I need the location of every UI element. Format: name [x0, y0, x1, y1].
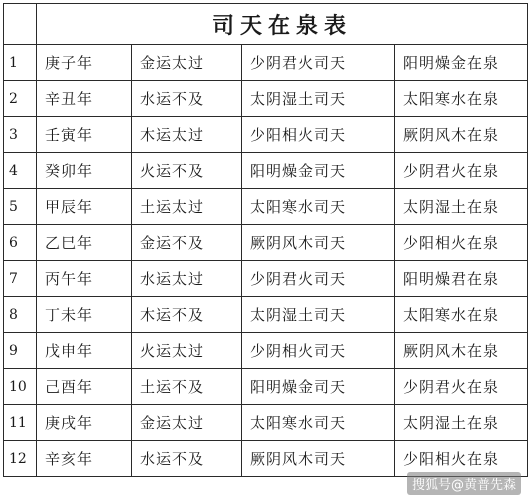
table-row: [4, 117, 528, 153]
row-number-cell: 3: [4, 117, 37, 153]
zaiquan-cell: 阳明燥金在泉: [395, 45, 528, 81]
table-title: 司天在泉表: [37, 4, 528, 45]
watermark-text: 搜狐号@黄普先森: [407, 472, 521, 495]
row-number-cell: 7: [4, 261, 37, 297]
sitian-cell: 太阳寒水司天: [242, 405, 395, 441]
year-cell: 辛亥年: [37, 441, 132, 477]
year-cell: 癸卯年: [37, 153, 132, 189]
zaiquan-cell: 少阴君火在泉: [395, 153, 528, 189]
sitian-cell: 太阴湿土司天: [242, 81, 395, 117]
row-number-cell: 1: [4, 45, 37, 81]
row-number-cell: 2: [4, 81, 37, 117]
table-row: [4, 369, 528, 405]
yun-cell: 火运太过: [132, 333, 242, 369]
row-number-cell: 4: [4, 153, 37, 189]
sitian-cell: 少阴相火司天: [242, 333, 395, 369]
yun-cell: 木运不及: [132, 297, 242, 333]
table-row: [4, 261, 528, 297]
yun-cell: 金运太过: [132, 405, 242, 441]
year-cell: 丁未年: [37, 297, 132, 333]
table-row: [4, 189, 528, 225]
sitian-cell: 太阴湿土司天: [242, 297, 395, 333]
row-number-cell: 6: [4, 225, 37, 261]
zaiquan-cell: 太阳寒水在泉: [395, 297, 528, 333]
yun-cell: 水运不及: [132, 81, 242, 117]
yun-cell: 水运不及: [132, 441, 242, 477]
row-number-cell: 10: [4, 369, 37, 405]
sitian-cell: 厥阴风木司天: [242, 441, 395, 477]
sitian-cell: 太阳寒水司天: [242, 189, 395, 225]
row-number-cell: 12: [4, 441, 37, 477]
table-row: [4, 81, 528, 117]
table-row: [4, 153, 528, 189]
zaiquan-cell: 太阴湿土在泉: [395, 405, 528, 441]
zaiquan-cell: 厥阴风木在泉: [395, 117, 528, 153]
row-number-cell: 9: [4, 333, 37, 369]
year-cell: 乙巳年: [37, 225, 132, 261]
zaiquan-cell: 太阴湿土在泉: [395, 189, 528, 225]
year-cell: 庚子年: [37, 45, 132, 81]
sitian-zaiquan-table-sheet: [3, 3, 527, 497]
table-row: [4, 297, 528, 333]
zaiquan-cell: 太阳寒水在泉: [395, 81, 528, 117]
sitian-cell: 阳明燥金司天: [242, 153, 395, 189]
yun-cell: 水运太过: [132, 261, 242, 297]
year-cell: 辛丑年: [37, 81, 132, 117]
zaiquan-cell: 少阳相火在泉: [395, 441, 528, 477]
year-cell: 庚戌年: [37, 405, 132, 441]
table-row: [4, 405, 528, 441]
yun-cell: 金运不及: [132, 225, 242, 261]
year-cell: 壬寅年: [37, 117, 132, 153]
zaiquan-cell: 厥阴风木在泉: [395, 333, 528, 369]
year-cell: 戊申年: [37, 333, 132, 369]
sitian-cell: 阳明燥金司天: [242, 369, 395, 405]
yun-cell: 土运不及: [132, 369, 242, 405]
year-cell: 丙午年: [37, 261, 132, 297]
sitian-cell: 少阴君火司天: [242, 261, 395, 297]
table-row: [4, 333, 528, 369]
yun-cell: 木运太过: [132, 117, 242, 153]
year-cell: 己酉年: [37, 369, 132, 405]
row-number-cell: 5: [4, 189, 37, 225]
yun-cell: 火运不及: [132, 153, 242, 189]
table-title-row: [4, 4, 528, 45]
sitian-zaiquan-table: [3, 3, 528, 477]
yun-cell: 土运太过: [132, 189, 242, 225]
yun-cell: 金运太过: [132, 45, 242, 81]
sitian-cell: 少阴君火司天: [242, 45, 395, 81]
zaiquan-cell: 阳明燥君在泉: [395, 261, 528, 297]
year-cell: 甲辰年: [37, 189, 132, 225]
row-number-cell: 8: [4, 297, 37, 333]
table-row: [4, 225, 528, 261]
corner-cell: [4, 4, 37, 45]
sitian-cell: 少阳相火司天: [242, 117, 395, 153]
sitian-cell: 厥阴风木司天: [242, 225, 395, 261]
zaiquan-cell: 少阳相火在泉: [395, 225, 528, 261]
zaiquan-cell: 少阴君火在泉: [395, 369, 528, 405]
row-number-cell: 11: [4, 405, 37, 441]
table-row: [4, 45, 528, 81]
